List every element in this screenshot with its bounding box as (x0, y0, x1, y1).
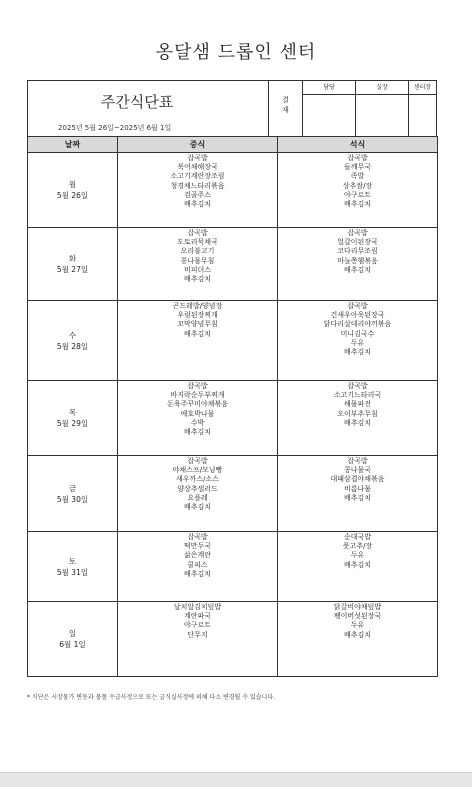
dinner-item: 배추김치 (343, 630, 372, 639)
dinner-item: 풋고추/장 (342, 542, 373, 551)
lunch-item: 배추김치 (183, 428, 212, 437)
weekday: 화 (68, 254, 77, 263)
dinner-item: 잡곡밥 (347, 229, 368, 237)
table-row (28, 381, 438, 456)
dinner-item: 배추김치 (343, 348, 372, 357)
dinner-item: 배추김치 (343, 560, 372, 569)
dinner-item: 소고기느타리국 (333, 391, 382, 400)
header-dinner: 석식 (278, 137, 438, 153)
lunch-item: 날치알김치덮밥 (173, 603, 222, 611)
approval-head-manager: 실장 (356, 81, 408, 95)
approval-box-staff (303, 81, 356, 136)
lunch-item: 우렁된장찌개 (177, 311, 218, 320)
dinner-cell (278, 532, 438, 602)
dinner-cell (278, 381, 438, 456)
dinner-item: 오이부추무침 (337, 409, 378, 418)
date: 5월 29일 (56, 419, 89, 428)
lunch-item: 양상추샐러드 (177, 484, 218, 493)
weekday: 토 (68, 556, 77, 566)
header-left (28, 81, 268, 136)
dinner-cell (278, 301, 438, 381)
lunch-item: 수박 (190, 418, 205, 427)
date: 5월 26일 (56, 191, 89, 200)
day-cell (28, 153, 118, 228)
lunch-item: 잡곡밥 (187, 229, 208, 237)
dinner-item: 잡곡밥 (347, 457, 368, 465)
bottom-bar (0, 772, 472, 787)
lunch-item: 바지락순두부찌개 (170, 391, 225, 400)
lunch-item: 배추김치 (183, 200, 212, 209)
lunch-item: 콩나물무침 (180, 256, 215, 265)
lunch-cell (118, 532, 278, 602)
lunch-item: 비피더스 (183, 265, 212, 274)
weekday: 일 (68, 629, 77, 638)
dinner-item: 마늘쫑햄볶음 (337, 256, 378, 265)
approval-label-1: 결 (282, 96, 289, 104)
approval-head-staff: 담당 (303, 81, 355, 95)
date: 6월 1일 (59, 640, 86, 649)
dinner-item: 족발 (350, 172, 365, 181)
table-header-row (28, 137, 438, 153)
menu-body (28, 153, 438, 677)
table-row (28, 228, 438, 301)
lunch-item: 배추김치 (183, 569, 212, 578)
weekday: 월 (68, 180, 77, 189)
approval-label-2: 재 (282, 106, 289, 114)
lunch-item: 소고기계란장조림 (170, 172, 225, 181)
header-date: 날짜 (28, 137, 118, 153)
dinner-item: 코다리무조림 (337, 247, 378, 256)
dinner-item: 잡곡밥 (347, 382, 368, 390)
table-row (28, 602, 438, 677)
lunch-item: 배추김치 (183, 503, 212, 512)
lunch-item: 야구르트 (183, 621, 212, 630)
dinner-item: 닭다리살데리야끼볶음 (323, 320, 392, 329)
dinner-item: 두유 (350, 551, 365, 560)
day-cell (28, 602, 118, 677)
day-cell (28, 301, 118, 381)
dinner-item: 닭갈비야채덮밥 (333, 603, 382, 611)
lunch-item: 단무지 (187, 630, 208, 639)
date: 5월 31일 (56, 567, 89, 577)
dinner-item: 건새우아욱된장국 (330, 311, 385, 320)
dinner-item: 잡곡밥 (347, 302, 368, 310)
approval-label (268, 81, 303, 136)
lunch-item: 도토리묵채국 (177, 238, 218, 247)
dinner-item: 팽이버섯된장국 (333, 612, 382, 621)
menu-table (27, 136, 438, 677)
lunch-item: 야채스프/모닝빵 (172, 466, 223, 475)
lunch-cell (118, 456, 278, 532)
date: 5월 28일 (56, 341, 89, 351)
dinner-cell (278, 456, 438, 532)
dinner-item: 얼갈이된장국 (337, 238, 378, 247)
dinner-item: 잡곡밥 (347, 154, 368, 162)
lunch-item: 요플레 (187, 493, 208, 502)
dinner-item: 배추김치 (343, 265, 372, 274)
lunch-cell (118, 228, 278, 301)
lunch-item: 돈육주꾸미야채볶음 (167, 400, 228, 409)
table-row (28, 153, 438, 228)
dinner-item: 들깨무국 (343, 163, 372, 172)
day-cell (28, 381, 118, 456)
date: 5월 27일 (56, 265, 89, 274)
footnote: * 식단은 시장물가 변동과 물품 수급사정으로 또는 급식실사정에 의해 다소 변경될 수 있습니다. (27, 694, 276, 701)
lunch-item: 꼬막양념무침 (177, 320, 218, 329)
lunch-cell (118, 301, 278, 381)
lunch-item: 잡곡밥 (187, 382, 208, 390)
day-cell (28, 456, 118, 532)
lunch-item: 배추김치 (183, 329, 212, 338)
dinner-item: 두유 (350, 338, 365, 347)
lunch-item: 새우까스/소스 (176, 475, 219, 484)
lunch-item: 애호박나물 (180, 409, 215, 418)
lunch-item: 잡곡밥 (187, 457, 208, 465)
dinner-item: 배추김치 (343, 493, 372, 502)
dinner-item: 콩나물국 (343, 466, 372, 475)
center-title: 옹달샘 드롭인 센터 (155, 42, 317, 63)
approval-head-director: 센터장 (409, 81, 436, 95)
dinner-item: 해물파전 (343, 400, 372, 409)
header-block (27, 80, 437, 137)
table-row (28, 532, 438, 602)
lunch-cell (118, 381, 278, 456)
lunch-item: 잡곡밥 (187, 154, 208, 162)
lunch-item: 계란파국 (183, 612, 212, 621)
lunch-item: 삶은계란 (183, 551, 212, 560)
lunch-item: 곤드레밥/양념장 (172, 302, 223, 310)
dinner-item: 대패삼겹야채볶음 (330, 475, 385, 484)
dinner-item: 두유 (350, 621, 365, 630)
dinner-item: 배추김치 (343, 418, 372, 427)
approval-box-manager (356, 81, 409, 136)
menu-title: 주간식단표 (100, 93, 174, 111)
day-cell (28, 228, 118, 301)
dinner-item: 순대국밥 (343, 533, 372, 541)
date: 5월 30일 (56, 494, 89, 504)
table-row (28, 301, 438, 381)
approval-box-director (409, 81, 436, 136)
day-cell (28, 532, 118, 602)
dinner-item: 미니김국수 (340, 329, 375, 338)
lunch-item: 잡곡밥 (187, 533, 208, 541)
date-range: 2025년 5월 26일~2025년 6월 1일 (58, 124, 172, 132)
weekday: 금 (68, 483, 77, 493)
table-row (28, 456, 438, 532)
lunch-cell (118, 153, 278, 228)
lunch-item: 쿨피스 (187, 560, 208, 569)
lunch-cell (118, 602, 278, 677)
dinner-item: 비름나물 (343, 484, 372, 493)
header-lunch: 중식 (118, 137, 278, 153)
lunch-item: 배추김치 (183, 275, 212, 284)
lunch-item: 청경채느타리볶음 (170, 181, 225, 190)
dinner-cell (278, 602, 438, 677)
dinner-item: 상추쌈/장 (342, 181, 373, 190)
lunch-item: 검골주스 (183, 190, 212, 199)
lunch-item: 떡만두국 (183, 542, 212, 551)
weekday: 목 (68, 408, 77, 417)
dinner-cell (278, 153, 438, 228)
weekday: 수 (68, 330, 77, 340)
lunch-item: 오리불고기 (180, 247, 215, 256)
dinner-item: 배추김치 (343, 200, 372, 209)
lunch-item: 북어채해장국 (177, 163, 218, 172)
dinner-item: 야구르트 (343, 190, 372, 199)
dinner-cell (278, 228, 438, 301)
